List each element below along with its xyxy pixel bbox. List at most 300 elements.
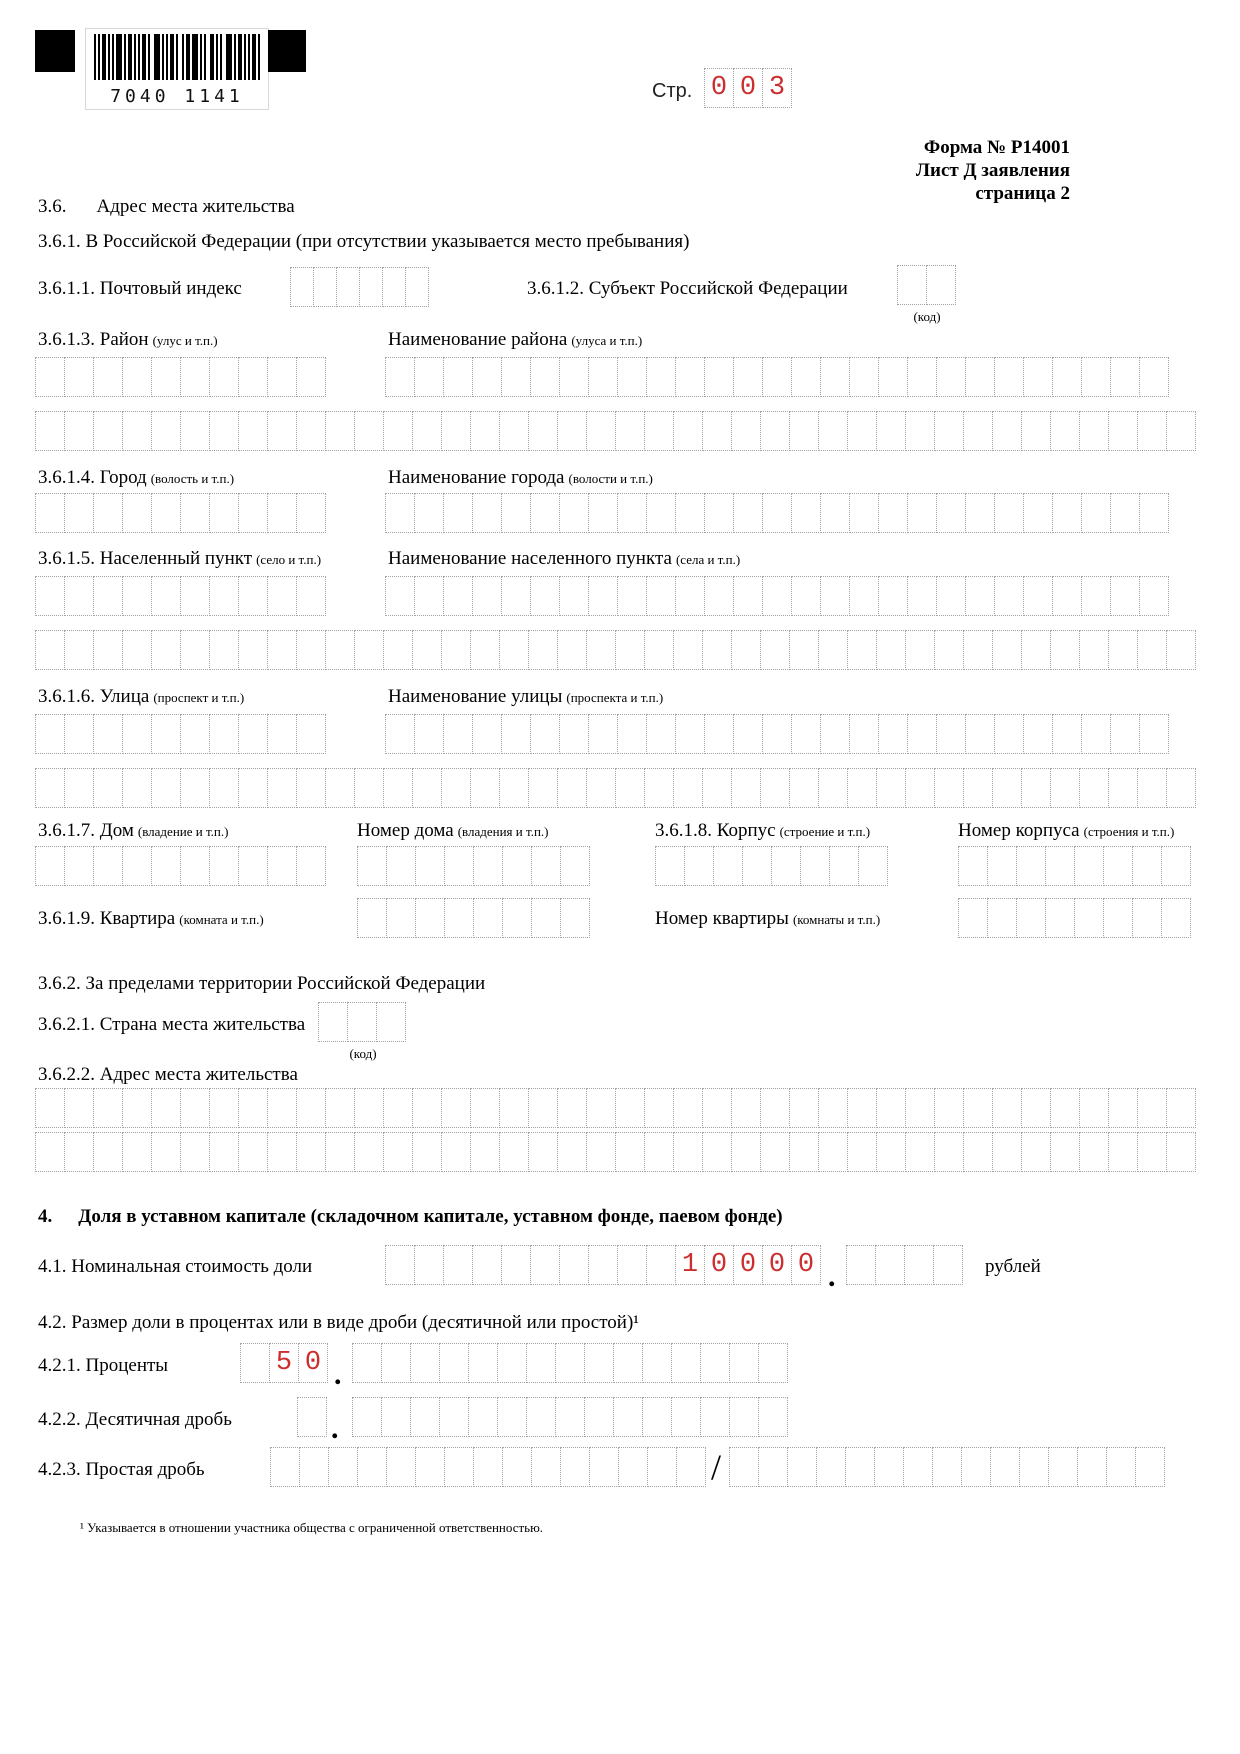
input-cell[interactable] (385, 357, 415, 397)
input-cell[interactable] (994, 714, 1024, 754)
input-cell[interactable] (386, 846, 416, 886)
input-cell[interactable] (671, 1397, 701, 1437)
input-cell[interactable] (1166, 630, 1196, 670)
input-cell[interactable] (64, 846, 94, 886)
input-cell[interactable] (617, 493, 647, 533)
input-cell[interactable] (296, 576, 326, 616)
input-cell[interactable] (700, 1397, 730, 1437)
input-cell[interactable] (731, 1088, 761, 1128)
input-cell[interactable] (820, 576, 850, 616)
input-cell[interactable] (238, 576, 268, 616)
input-cell[interactable] (267, 630, 297, 670)
input-cell[interactable] (238, 357, 268, 397)
input-cell[interactable]: 1 (675, 1245, 705, 1285)
input-cell[interactable] (470, 411, 500, 451)
input-cell[interactable] (385, 576, 415, 616)
input-cell[interactable] (441, 630, 471, 670)
input-cell[interactable] (209, 846, 239, 886)
input-cell[interactable] (1023, 357, 1053, 397)
input-cell[interactable] (35, 768, 65, 808)
input-cell[interactable] (209, 630, 239, 670)
input-cell[interactable] (963, 768, 993, 808)
input-cell[interactable] (791, 576, 821, 616)
input-cell[interactable] (64, 1088, 94, 1128)
input-cell[interactable] (357, 1447, 387, 1487)
input-cell[interactable] (1137, 411, 1167, 451)
input-cell[interactable] (296, 846, 326, 886)
input-cell[interactable] (675, 493, 705, 533)
input-cell[interactable] (849, 493, 879, 533)
input-cell[interactable] (847, 1088, 877, 1128)
input-cell[interactable] (531, 846, 561, 886)
input-cell[interactable] (644, 630, 674, 670)
input-cell[interactable] (122, 714, 152, 754)
input-cell[interactable] (325, 1088, 355, 1128)
input-cell[interactable] (530, 1245, 560, 1285)
input-cell[interactable] (584, 1397, 614, 1437)
input-cell[interactable] (1050, 1132, 1080, 1172)
input-cell[interactable] (934, 411, 964, 451)
input-cell[interactable] (1108, 1088, 1138, 1128)
input-cell[interactable] (934, 768, 964, 808)
input-cell[interactable] (1079, 768, 1109, 808)
input-cell[interactable] (586, 768, 616, 808)
input-cell[interactable] (876, 768, 906, 808)
input-cell[interactable] (557, 411, 587, 451)
input-cell[interactable] (93, 357, 123, 397)
input-cell[interactable] (742, 846, 772, 886)
input-cell[interactable] (414, 493, 444, 533)
input-cell[interactable] (180, 493, 210, 533)
input-cell[interactable] (296, 1132, 326, 1172)
input-cell[interactable] (443, 1245, 473, 1285)
input-cell[interactable] (122, 493, 152, 533)
input-cell[interactable] (347, 1002, 377, 1042)
input-cell[interactable] (820, 357, 850, 397)
input-cell[interactable] (151, 576, 181, 616)
input-cell[interactable] (897, 265, 927, 305)
input-cell[interactable] (267, 411, 297, 451)
input-cell[interactable] (789, 411, 819, 451)
input-cell[interactable] (731, 630, 761, 670)
input-cell[interactable] (932, 1447, 962, 1487)
input-cell[interactable] (267, 846, 297, 886)
input-cell[interactable] (1139, 493, 1169, 533)
input-cell[interactable] (472, 1245, 502, 1285)
input-cell[interactable] (994, 357, 1024, 397)
input-cell[interactable] (1166, 411, 1196, 451)
input-cell[interactable] (933, 1245, 963, 1285)
input-cell[interactable] (499, 630, 529, 670)
input-cell[interactable] (1023, 714, 1053, 754)
input-cell[interactable] (676, 1447, 706, 1487)
input-cell[interactable] (762, 714, 792, 754)
input-cell[interactable] (586, 1132, 616, 1172)
input-cell[interactable] (209, 714, 239, 754)
input-cell[interactable] (531, 1447, 561, 1487)
input-cell[interactable] (816, 1447, 846, 1487)
input-cell[interactable] (878, 714, 908, 754)
input-cell[interactable] (382, 267, 406, 307)
input-cell[interactable] (151, 846, 181, 886)
input-cell[interactable] (588, 576, 618, 616)
input-cell[interactable] (588, 1245, 618, 1285)
input-cell[interactable] (473, 846, 503, 886)
input-cell[interactable] (589, 1447, 619, 1487)
input-cell[interactable] (992, 1132, 1022, 1172)
input-cell[interactable] (588, 714, 618, 754)
input-cell[interactable] (122, 411, 152, 451)
input-cell[interactable] (497, 1397, 527, 1437)
input-cell[interactable] (1052, 493, 1082, 533)
input-cell[interactable] (1021, 1132, 1051, 1172)
input-cell[interactable] (530, 576, 560, 616)
input-cell[interactable] (791, 493, 821, 533)
input-cell[interactable] (386, 1447, 416, 1487)
input-cell[interactable] (35, 714, 65, 754)
input-cell[interactable] (1077, 1447, 1107, 1487)
input-cell[interactable] (907, 357, 937, 397)
input-cell[interactable] (415, 898, 445, 938)
input-cell[interactable] (559, 714, 589, 754)
input-cell[interactable] (381, 1343, 411, 1383)
input-cell[interactable] (1052, 714, 1082, 754)
input-cell[interactable] (64, 630, 94, 670)
input-cell[interactable] (1166, 1132, 1196, 1172)
input-cell[interactable] (318, 1002, 348, 1042)
input-cell[interactable] (414, 576, 444, 616)
input-cell[interactable] (876, 411, 906, 451)
input-cell[interactable] (820, 714, 850, 754)
input-cell[interactable] (1050, 411, 1080, 451)
input-cell[interactable] (151, 411, 181, 451)
input-cell[interactable] (122, 1132, 152, 1172)
input-cell[interactable] (472, 357, 502, 397)
input-cell[interactable] (528, 1132, 558, 1172)
input-cell[interactable] (789, 1088, 819, 1128)
input-cell[interactable] (267, 357, 297, 397)
input-cell[interactable] (357, 898, 387, 938)
input-cell[interactable] (180, 768, 210, 808)
input-cell[interactable] (354, 768, 384, 808)
input-cell[interactable] (673, 411, 703, 451)
input-cell[interactable]: 0 (733, 68, 763, 108)
input-cell[interactable] (325, 1132, 355, 1172)
input-cell[interactable] (357, 846, 387, 886)
input-cell[interactable] (1021, 630, 1051, 670)
input-cell[interactable] (559, 1245, 589, 1285)
input-cell[interactable] (849, 357, 879, 397)
input-cell[interactable] (444, 898, 474, 938)
input-cell[interactable] (267, 714, 297, 754)
input-cell[interactable] (238, 493, 268, 533)
input-cell[interactable] (473, 1447, 503, 1487)
input-cell[interactable] (386, 898, 416, 938)
input-cell[interactable] (1161, 846, 1191, 886)
input-cell[interactable]: 5 (269, 1343, 299, 1383)
input-cell[interactable] (586, 411, 616, 451)
input-cell[interactable] (760, 630, 790, 670)
input-cell[interactable] (559, 576, 589, 616)
input-cell[interactable] (963, 1132, 993, 1172)
input-cell[interactable] (713, 846, 743, 886)
input-cell[interactable] (1137, 1132, 1167, 1172)
input-cell[interactable] (415, 846, 445, 886)
input-cell[interactable] (502, 846, 532, 886)
input-cell[interactable] (296, 714, 326, 754)
input-cell[interactable] (528, 768, 558, 808)
input-cell[interactable] (557, 1132, 587, 1172)
input-cell[interactable] (961, 1447, 991, 1487)
input-cell[interactable] (907, 576, 937, 616)
input-cell[interactable] (209, 1132, 239, 1172)
input-cell[interactable] (267, 576, 297, 616)
input-cell[interactable] (209, 357, 239, 397)
input-cell[interactable] (758, 1343, 788, 1383)
input-cell[interactable] (789, 768, 819, 808)
input-cell[interactable] (700, 1343, 730, 1383)
input-cell[interactable] (704, 576, 734, 616)
input-cell[interactable] (383, 1132, 413, 1172)
input-cell[interactable] (555, 1397, 585, 1437)
input-cell[interactable]: 0 (704, 1245, 734, 1285)
input-cell[interactable] (936, 576, 966, 616)
input-cell[interactable] (588, 493, 618, 533)
input-cell[interactable] (35, 846, 65, 886)
input-cell[interactable] (296, 768, 326, 808)
input-cell[interactable] (238, 630, 268, 670)
input-cell[interactable] (1081, 357, 1111, 397)
input-cell[interactable] (1079, 1088, 1109, 1128)
input-cell[interactable] (1137, 1088, 1167, 1128)
input-cell[interactable] (64, 768, 94, 808)
input-cell[interactable] (385, 1245, 415, 1285)
input-cell[interactable] (499, 768, 529, 808)
input-cell[interactable] (35, 576, 65, 616)
input-cell[interactable] (673, 1132, 703, 1172)
input-cell[interactable] (878, 357, 908, 397)
input-cell[interactable] (240, 1343, 270, 1383)
input-cell[interactable] (760, 768, 790, 808)
input-cell[interactable]: 0 (704, 68, 734, 108)
input-cell[interactable] (444, 846, 474, 886)
input-cell[interactable] (1079, 411, 1109, 451)
input-cell[interactable] (1132, 898, 1162, 938)
input-cell[interactable] (820, 493, 850, 533)
input-cell[interactable] (729, 1343, 759, 1383)
input-cell[interactable] (1045, 898, 1075, 938)
input-cell[interactable] (1079, 1132, 1109, 1172)
input-cell[interactable] (528, 411, 558, 451)
input-cell[interactable] (296, 493, 326, 533)
input-cell[interactable] (383, 411, 413, 451)
input-cell[interactable] (531, 898, 561, 938)
input-cell[interactable] (644, 411, 674, 451)
input-cell[interactable] (1081, 714, 1111, 754)
input-cell[interactable] (412, 411, 442, 451)
input-cell[interactable] (267, 493, 297, 533)
input-cell[interactable] (958, 898, 988, 938)
input-cell[interactable] (733, 714, 763, 754)
input-cell[interactable] (296, 1088, 326, 1128)
input-cell[interactable] (501, 493, 531, 533)
input-cell[interactable] (441, 768, 471, 808)
input-cell[interactable] (760, 1132, 790, 1172)
input-cell[interactable] (876, 1088, 906, 1128)
input-cell[interactable] (858, 846, 888, 886)
input-cell[interactable] (646, 493, 676, 533)
input-cell[interactable] (586, 1088, 616, 1128)
input-cell[interactable] (93, 411, 123, 451)
input-cell[interactable] (325, 630, 355, 670)
input-cell[interactable] (1108, 411, 1138, 451)
input-cell[interactable] (617, 1245, 647, 1285)
input-cell[interactable] (336, 267, 360, 307)
input-cell[interactable] (1139, 576, 1169, 616)
input-cell[interactable] (963, 411, 993, 451)
input-cell[interactable] (296, 357, 326, 397)
input-cell[interactable] (878, 576, 908, 616)
input-cell[interactable] (502, 898, 532, 938)
input-cell[interactable] (1132, 846, 1162, 886)
input-cell[interactable] (555, 1343, 585, 1383)
input-cell[interactable] (267, 1132, 297, 1172)
input-cell[interactable] (992, 630, 1022, 670)
input-cell[interactable] (383, 768, 413, 808)
input-cell[interactable] (702, 1088, 732, 1128)
input-cell[interactable] (352, 1397, 382, 1437)
input-cell[interactable] (646, 1245, 676, 1285)
input-cell[interactable] (903, 1447, 933, 1487)
input-cell[interactable] (934, 1132, 964, 1172)
input-cell[interactable] (412, 630, 442, 670)
input-cell[interactable] (615, 630, 645, 670)
input-cell[interactable] (702, 1132, 732, 1172)
input-cell[interactable] (1019, 1447, 1049, 1487)
input-cell[interactable] (325, 411, 355, 451)
input-cell[interactable] (557, 768, 587, 808)
input-cell[interactable] (675, 714, 705, 754)
input-cell[interactable] (907, 493, 937, 533)
input-cell[interactable] (1110, 576, 1140, 616)
input-cell[interactable] (1016, 898, 1046, 938)
input-cell[interactable] (528, 1088, 558, 1128)
input-cell[interactable] (383, 630, 413, 670)
input-cell[interactable] (93, 576, 123, 616)
input-cell[interactable] (313, 267, 337, 307)
input-cell[interactable] (35, 1132, 65, 1172)
input-cell[interactable] (818, 630, 848, 670)
input-cell[interactable] (354, 1132, 384, 1172)
input-cell[interactable] (35, 357, 65, 397)
input-cell[interactable] (818, 1088, 848, 1128)
input-cell[interactable] (93, 493, 123, 533)
input-cell[interactable] (731, 1132, 761, 1172)
input-cell[interactable] (405, 267, 429, 307)
input-cell[interactable] (934, 1088, 964, 1128)
input-cell[interactable]: 0 (733, 1245, 763, 1285)
input-cell[interactable] (1139, 714, 1169, 754)
input-cell[interactable] (644, 1132, 674, 1172)
input-cell[interactable] (789, 1132, 819, 1172)
input-cell[interactable] (414, 714, 444, 754)
input-cell[interactable] (588, 357, 618, 397)
input-cell[interactable] (560, 846, 590, 886)
input-cell[interactable] (415, 1447, 445, 1487)
input-cell[interactable] (791, 357, 821, 397)
input-cell[interactable] (934, 630, 964, 670)
input-cell[interactable] (412, 1088, 442, 1128)
input-cell[interactable] (647, 1447, 677, 1487)
input-cell[interactable] (671, 1343, 701, 1383)
input-cell[interactable] (731, 768, 761, 808)
input-cell[interactable] (762, 357, 792, 397)
input-cell[interactable] (472, 493, 502, 533)
input-cell[interactable] (675, 576, 705, 616)
input-cell[interactable] (642, 1397, 672, 1437)
input-cell[interactable] (646, 714, 676, 754)
input-cell[interactable] (180, 846, 210, 886)
input-cell[interactable] (151, 714, 181, 754)
input-cell[interactable] (615, 1132, 645, 1172)
input-cell[interactable] (1137, 768, 1167, 808)
input-cell[interactable] (383, 1088, 413, 1128)
input-cell[interactable] (845, 1447, 875, 1487)
input-cell[interactable] (297, 1397, 327, 1437)
input-cell[interactable] (618, 1447, 648, 1487)
input-cell[interactable] (1045, 846, 1075, 886)
input-cell[interactable] (325, 768, 355, 808)
input-cell[interactable] (1110, 357, 1140, 397)
input-cell[interactable] (905, 1132, 935, 1172)
input-cell[interactable] (151, 768, 181, 808)
input-cell[interactable] (849, 714, 879, 754)
input-cell[interactable] (904, 1245, 934, 1285)
input-cell[interactable] (470, 630, 500, 670)
input-cell[interactable] (299, 1447, 329, 1487)
input-cell[interactable] (122, 576, 152, 616)
input-cell[interactable] (702, 768, 732, 808)
input-cell[interactable] (501, 714, 531, 754)
input-cell[interactable] (673, 768, 703, 808)
input-cell[interactable] (151, 493, 181, 533)
input-cell[interactable] (878, 493, 908, 533)
input-cell[interactable] (412, 1132, 442, 1172)
input-cell[interactable] (64, 493, 94, 533)
input-cell[interactable] (180, 576, 210, 616)
input-cell[interactable] (1081, 576, 1111, 616)
input-cell[interactable] (800, 846, 830, 886)
input-cell[interactable] (1016, 846, 1046, 886)
input-cell[interactable] (615, 768, 645, 808)
input-cell[interactable] (876, 630, 906, 670)
input-cell[interactable] (470, 768, 500, 808)
input-cell[interactable] (122, 768, 152, 808)
input-cell[interactable] (760, 1088, 790, 1128)
input-cell[interactable] (238, 846, 268, 886)
input-cell[interactable] (497, 1343, 527, 1383)
input-cell[interactable] (64, 357, 94, 397)
input-cell[interactable] (530, 357, 560, 397)
input-cell[interactable] (444, 1447, 474, 1487)
input-cell[interactable] (1074, 846, 1104, 886)
input-cell[interactable] (468, 1397, 498, 1437)
input-cell[interactable] (290, 267, 314, 307)
input-cell[interactable] (818, 768, 848, 808)
input-cell[interactable] (733, 493, 763, 533)
input-cell[interactable] (613, 1397, 643, 1437)
input-cell[interactable] (617, 357, 647, 397)
